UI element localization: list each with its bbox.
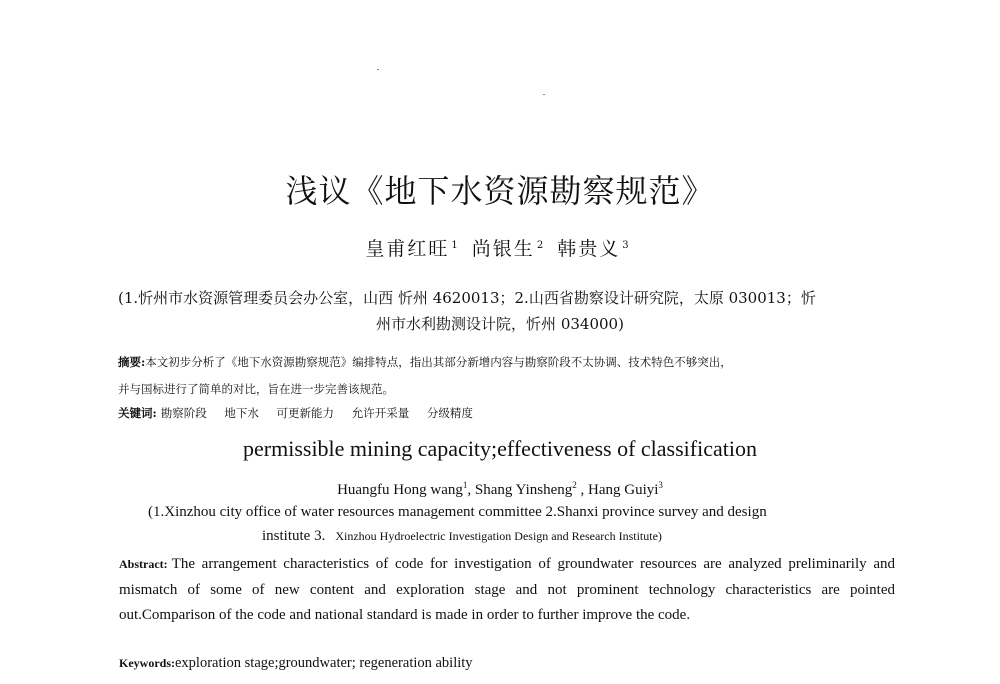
chinese-abstract-line: 并与国标进行了简单的对比，旨在进一步完善该规范。 xyxy=(118,382,394,396)
chinese-keywords xyxy=(118,405,473,421)
chinese-authors xyxy=(0,234,1000,261)
author-name: 皇甫红旺 xyxy=(365,238,450,260)
chinese-affiliation-line: (1.忻州市水资源管理委员会办公室，山西 忻州 4620013；2.山西省勘察设计研究院，太原 030013；忻 xyxy=(118,289,816,307)
author-name: , Shang Yinsheng xyxy=(467,482,573,498)
author-affiliation-marker: 2 xyxy=(536,239,544,251)
author-affiliation-marker: 3 xyxy=(658,480,663,490)
chinese-abstract-text: 本文初步分析了《地下水资源勘察规范》编排特点，指出其部分新增内容与勘察阶段不太协调、技术特色不够突出， xyxy=(145,355,732,369)
english-abstract-text: The arrangement characteristics of code for investigation of groundwater resources are analyzed preliminarily and mismatch of some of new content and exploration stage and not prominent technology characteristics are pointed out.Comparison of the code and national standard is made in order to further improve the code. xyxy=(119,556,895,623)
chinese-abstract-line xyxy=(118,354,732,370)
chinese-affiliation-line: 州市水利勘测设计院，忻州 034000) xyxy=(376,315,624,333)
author-name: 尚银生 xyxy=(471,238,535,260)
english-title: permissible mining capacity;effectiveness of classification xyxy=(243,436,757,461)
english-keywords-value: exploration stage;groundwater; regeneration ability xyxy=(175,655,473,671)
author-name: , Hang Guiyi xyxy=(576,482,659,498)
author-affiliation-marker: 2 xyxy=(572,480,577,490)
scan-speck xyxy=(377,69,379,70)
author-name: 韩贵义 xyxy=(557,238,621,260)
chinese-title: 浅议《地下水资源勘察规范》 xyxy=(285,172,715,210)
english-abstract xyxy=(119,552,895,629)
english-authors xyxy=(0,480,1000,499)
chinese-keywords-value: 勘察阶段 地下水 可更新能力 允许开采量 分级精度 xyxy=(160,406,473,420)
english-keywords xyxy=(119,655,473,672)
author-affiliation-marker: 3 xyxy=(622,239,629,251)
author-name: Huangfu Hong wang xyxy=(337,482,463,498)
author-affiliation-marker: 1 xyxy=(451,239,458,251)
scan-speck xyxy=(543,94,545,95)
author-affiliation-marker: 1 xyxy=(462,480,468,490)
english-affiliation-part: institute 3. xyxy=(262,528,326,544)
english-affiliation-line xyxy=(262,528,662,545)
english-affiliation-part: Xinzhou Hydroelectric Investigation Design and Research Institute) xyxy=(335,529,662,543)
chinese-abstract-label: 摘要: xyxy=(118,355,146,369)
chinese-keywords-label: 关键词: xyxy=(118,406,157,420)
english-affiliation-line: (1.Xinzhou city office of water resources management committee 2.Shanxi province survey and design xyxy=(148,504,767,520)
english-keywords-label: Keywords: xyxy=(119,656,175,670)
english-abstract-label: Abstract: xyxy=(119,557,168,571)
